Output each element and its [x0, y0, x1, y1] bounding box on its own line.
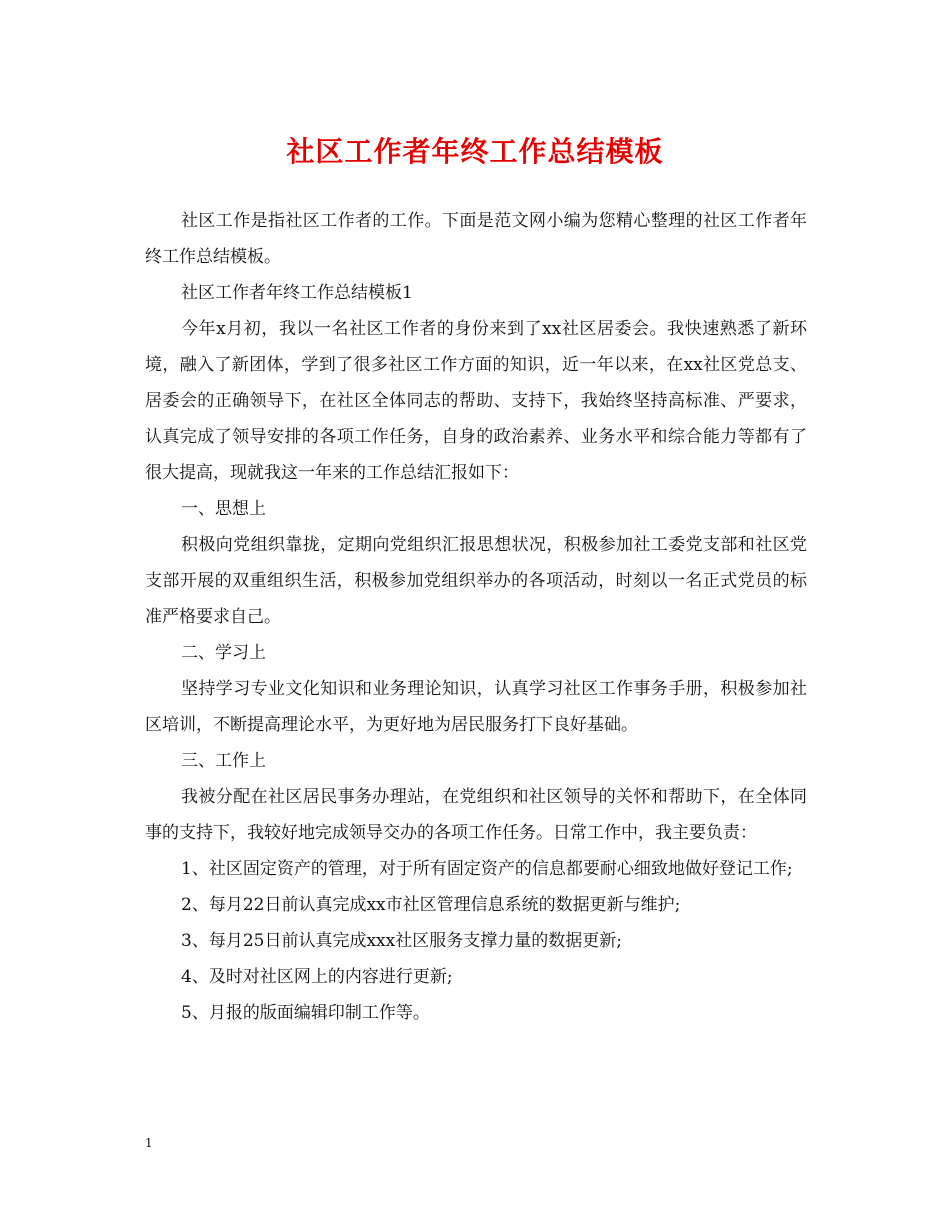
list-item: 1、社区固定资产的管理，对于所有固定资产的信息都要耐心细致地做好登记工作;: [181, 859, 793, 879]
work-paragraph: 我被分配在社区居民事务办理站，在党组织和社区领导的关怀和帮助下，在全体同事的支持下，我较好地完成领导交办的各项工作任务。日常工作中，我主要负责：: [145, 787, 807, 843]
list-item: 2、每月22日前认真完成xx市社区管理信息系统的数据更新与维护;: [181, 895, 681, 915]
thinking-paragraph: 积极向党组织靠拢，定期向党组织汇报思想状况，积极参加社工委党支部和社区党支部开展的双重组织生活，积极参加党组织举办的各项活动，时刻以一名正式党员的标准严格要求自己。: [145, 535, 807, 627]
list-item: 4、及时对社区网上的内容进行更新;: [181, 967, 453, 987]
intro-paragraph: 社区工作是指社区工作者的工作。下面是范文网小编为您精心整理的社区工作者年终工作总结模板。: [145, 211, 807, 267]
list-item: 3、每月25日前认真完成xxx社区服务支撑力量的数据更新;: [181, 931, 622, 951]
document-body: [145, 203, 807, 1031]
section-heading-thinking: 一、思想上: [181, 499, 266, 519]
section-heading-work: 三、工作上: [181, 751, 266, 771]
section-heading-template-1: 社区工作者年终工作总结模板1: [181, 283, 413, 303]
list-item: 5、月报的版面编辑印制工作等。: [181, 1003, 430, 1023]
section-heading-study: 二、学习上: [181, 643, 266, 663]
page-number: 1: [145, 1136, 153, 1150]
document-title: 社区工作者年终工作总结模板: [286, 135, 664, 168]
study-paragraph: 坚持学习专业文化知识和业务理论知识，认真学习社区工作事务手册，积极参加社区培训，不断提高理论水平，为更好地为居民服务打下良好基础。: [145, 679, 807, 735]
opening-paragraph: 今年x月初，我以一名社区工作者的身份来到了xx社区居委会。我快速熟悉了新环境，融入了新团体，学到了很多社区工作方面的知识，近一年以来，在xx社区党总支、居委会的正确领导下，在社区全体同志的帮助、支持下，我始终坚持高标准、严要求，认真完成了领导安排的各项工作任务，自身的政治素养、业务水平和综合能力等都有了很大提高，现就我这一年来的工作总结汇报如下：: [145, 319, 807, 483]
